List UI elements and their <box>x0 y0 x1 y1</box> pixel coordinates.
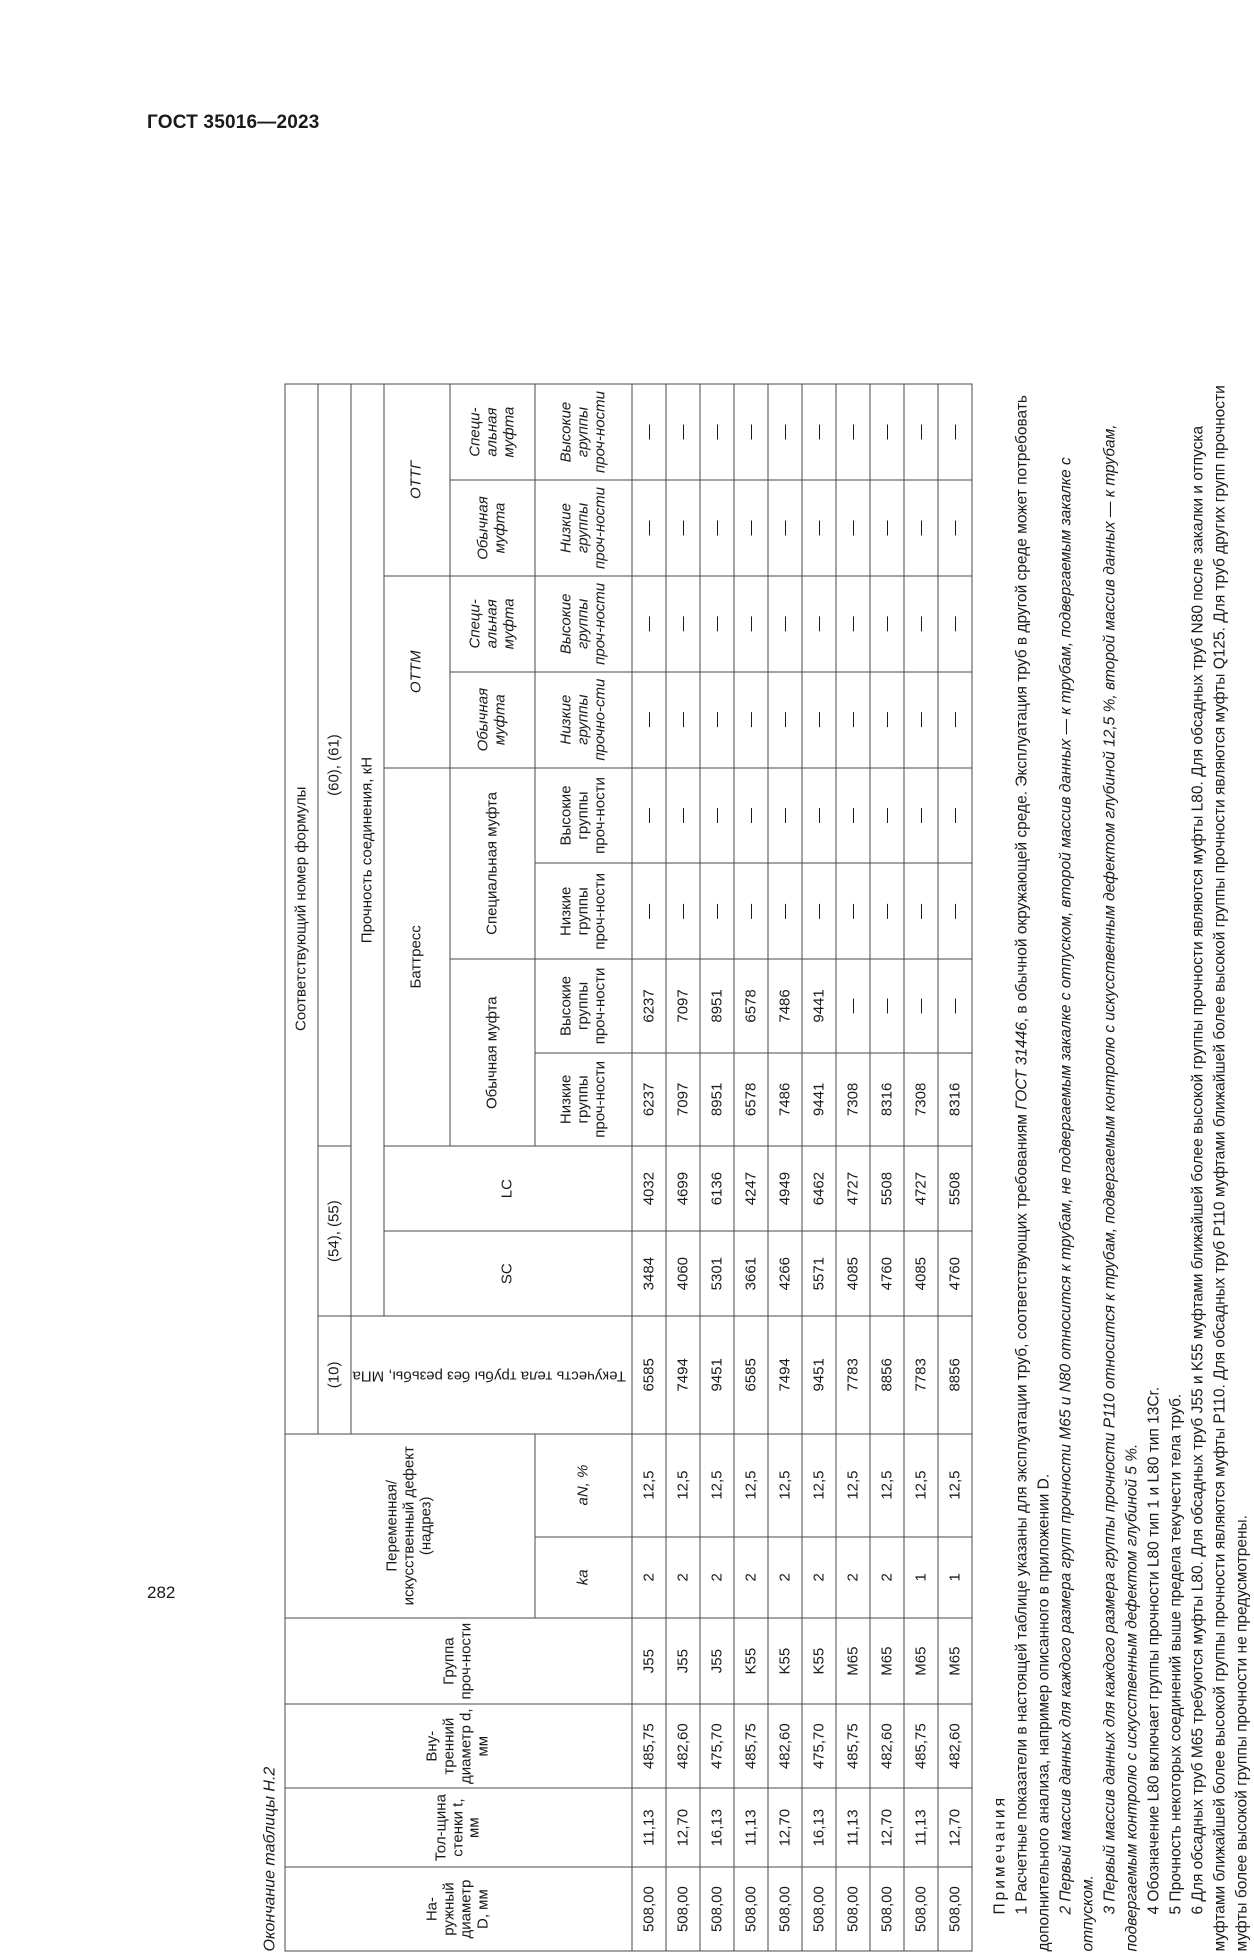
table-cell: 508,00 <box>904 1867 938 1951</box>
table-cell: 12,5 <box>836 1434 870 1537</box>
table-cell: 8951 <box>700 1053 734 1146</box>
table-cell: 6237 <box>632 959 666 1052</box>
table-cell: 485,75 <box>632 1704 666 1788</box>
table-cell: 7486 <box>768 1053 802 1146</box>
table-cell: M65 <box>938 1618 972 1704</box>
table-cell: — <box>632 672 666 768</box>
table-row <box>904 384 938 1951</box>
table-cell: — <box>666 768 700 864</box>
table-cell: 4699 <box>666 1146 700 1231</box>
table-cell: 508,00 <box>802 1867 836 1951</box>
table-cell: 4949 <box>768 1146 802 1231</box>
pipe-strength-table <box>285 384 973 1952</box>
table-cell: 9451 <box>802 1316 836 1433</box>
table-cell: 2 <box>870 1537 904 1618</box>
table-cell: — <box>836 480 870 576</box>
table-cell: 508,00 <box>836 1867 870 1951</box>
table-cell: — <box>938 384 972 480</box>
table-cell: 16,13 <box>700 1788 734 1867</box>
header-ottg-special-high: Высокие группы проч-ности <box>535 384 632 480</box>
table-cell: 12,5 <box>734 1434 768 1537</box>
table-cell: 11,13 <box>904 1788 938 1867</box>
table-cell: J55 <box>700 1618 734 1704</box>
table-row <box>632 384 666 1951</box>
table-cell: 475,70 <box>802 1704 836 1788</box>
table-cell: — <box>734 480 768 576</box>
table-cell: K55 <box>734 1618 768 1704</box>
table-cell: 508,00 <box>870 1867 904 1951</box>
table-cell: — <box>870 959 904 1052</box>
table-cell: 5508 <box>870 1146 904 1231</box>
table-cell: 8316 <box>938 1053 972 1146</box>
table-cell: — <box>836 384 870 480</box>
table-cell: 475,70 <box>700 1704 734 1788</box>
note-3: 3 Первый массив данных для каждого размера группы прочности Р110 относится к трубам, подвергаемым контролю с искусственным дефектом глубиной 12,5 %, второй массив данных — к трубам, подвергаемым контролю с искусственным дефектом глубиной 5 %. <box>1101 424 1141 1952</box>
table-cell: 9441 <box>802 959 836 1052</box>
table-cell: — <box>870 480 904 576</box>
table-cell: K55 <box>768 1618 802 1704</box>
table-cell: — <box>666 863 700 959</box>
table-cell: — <box>768 480 802 576</box>
table-cell: — <box>904 480 938 576</box>
table-cell: 5571 <box>802 1231 836 1316</box>
table-cell: 11,13 <box>632 1788 666 1867</box>
table-cell: 508,00 <box>734 1867 768 1951</box>
table-cell: 482,60 <box>938 1704 972 1788</box>
table-cell: 7494 <box>666 1316 700 1433</box>
note-5: 5 Прочность некоторых соединений выше предела текучести тела труб. <box>1167 1393 1185 1915</box>
document-header: ГОСТ 35016—2023 <box>147 112 320 133</box>
table-row <box>768 384 802 1951</box>
table-cell: 8316 <box>870 1053 904 1146</box>
table-cell: 12,70 <box>768 1788 802 1867</box>
table-cell: — <box>734 384 768 480</box>
header-formula-10: (10) <box>318 1316 351 1433</box>
gost-reference: ГОСТ 31446 <box>1013 1022 1031 1110</box>
table-cell: — <box>700 672 734 768</box>
table-cell: 508,00 <box>632 1867 666 1951</box>
table-cell: — <box>938 576 972 672</box>
table-cell: 4760 <box>870 1231 904 1316</box>
table-cell: — <box>632 768 666 864</box>
table-cell: 6585 <box>734 1316 768 1433</box>
table-cell: 12,70 <box>938 1788 972 1867</box>
header-buttress-regular-coupling: Обычная муфта <box>450 959 535 1146</box>
table-cell: — <box>904 384 938 480</box>
table-cell: 7308 <box>836 1053 870 1146</box>
table-cell: 11,13 <box>836 1788 870 1867</box>
table-cell: — <box>904 672 938 768</box>
table-row <box>836 384 870 1951</box>
table-cell: — <box>700 768 734 864</box>
table-cell: 4085 <box>904 1231 938 1316</box>
table-cell: — <box>666 384 700 480</box>
table-cell: — <box>768 863 802 959</box>
table-cell: — <box>870 576 904 672</box>
table-cell: — <box>734 768 768 864</box>
notes-title: Примечания <box>991 1795 1009 1915</box>
table-cell: — <box>836 768 870 864</box>
table-cell: J55 <box>632 1618 666 1704</box>
table-cell: — <box>700 480 734 576</box>
table-cell: — <box>870 768 904 864</box>
table-cell: 6237 <box>632 1053 666 1146</box>
table-cell: 4085 <box>836 1231 870 1316</box>
table-row <box>666 384 700 1951</box>
header-buttress-special-coupling: Специальная муфта <box>450 768 535 960</box>
table-cell: 9451 <box>700 1316 734 1433</box>
table-cell: 8856 <box>870 1316 904 1433</box>
table-cell: 9441 <box>802 1053 836 1146</box>
table-cell: 482,60 <box>768 1704 802 1788</box>
table-cell: — <box>632 863 666 959</box>
header-ottm-special-high: Высокие группы проч-ности <box>535 576 632 672</box>
table-cell: 4727 <box>836 1146 870 1231</box>
table-cell: 8856 <box>938 1316 972 1433</box>
header-inner-diameter: Вну-тренний диаметр d, мм <box>285 1704 632 1788</box>
table-cell: 4060 <box>666 1231 700 1316</box>
table-cell: J55 <box>666 1618 700 1704</box>
table-cell: — <box>904 768 938 864</box>
header-ottg: ОТТГ <box>384 384 450 576</box>
table-cell: — <box>768 384 802 480</box>
table-cell: 485,75 <box>734 1704 768 1788</box>
header-sc: SC <box>384 1231 632 1316</box>
table-cell: — <box>734 576 768 672</box>
table-cell: 12,5 <box>700 1434 734 1537</box>
table-cell: — <box>802 480 836 576</box>
table-cell: 2 <box>700 1537 734 1618</box>
table-cell: 12,70 <box>666 1788 700 1867</box>
table-cell: — <box>836 672 870 768</box>
header-ottm: ОТТМ <box>384 576 450 768</box>
table-row <box>700 384 734 1951</box>
table-cell: 482,60 <box>666 1704 700 1788</box>
header-buttress-regular-low: Низкие группы проч-ности <box>535 1053 632 1146</box>
table-cell: — <box>836 863 870 959</box>
table-cell: 6578 <box>734 1053 768 1146</box>
header-ottm-special-coupling: Специ-альная муфта <box>450 576 535 672</box>
table-cell: 7097 <box>666 1053 700 1146</box>
table-cell: — <box>938 672 972 768</box>
table-cell: 6136 <box>700 1146 734 1231</box>
note-1: 1 Расчетные показатели в настоящей таблице указаны для эксплуатации труб, соответствующих требованиям ГОСТ 31446, в обычной окружающей среде. Эксплуатация труб в другой среде может потребовать дополнительного анализа, например описанного в приложении D. <box>1013 394 1053 1952</box>
table-cell: 2 <box>802 1537 836 1618</box>
header-yield-strength: Текучесть тела трубы без резьбы, МПа <box>351 1316 632 1433</box>
header-ottm-regular-low: Низкие группы прочно-сти <box>535 672 632 768</box>
header-buttress: Баттресс <box>384 768 450 1147</box>
table-body <box>632 384 972 1951</box>
table-cell: 3661 <box>734 1231 768 1316</box>
table-cell: K55 <box>802 1618 836 1704</box>
header-buttress-special-low: Низкие группы проч-ности <box>535 863 632 959</box>
table-cell: 4727 <box>904 1146 938 1231</box>
table-cell: 4247 <box>734 1146 768 1231</box>
table-cell: — <box>938 959 972 1052</box>
header-ottm-regular-coupling: Обычная муфта <box>450 672 535 768</box>
table-cell: — <box>802 863 836 959</box>
table-row <box>802 384 836 1951</box>
table-cell: 12,5 <box>802 1434 836 1537</box>
table-cell: 16,13 <box>802 1788 836 1867</box>
table-cell: — <box>836 959 870 1052</box>
table-cell: — <box>802 384 836 480</box>
table-cell: M65 <box>870 1618 904 1704</box>
header-outer-diameter: На-ружный диаметр D, мм <box>285 1867 632 1951</box>
table-cell: 485,75 <box>836 1704 870 1788</box>
table-cell: 3484 <box>632 1231 666 1316</box>
table-cell: 11,13 <box>734 1788 768 1867</box>
table-cell: — <box>870 384 904 480</box>
table-cell: — <box>632 480 666 576</box>
table-cell: 7308 <box>904 1053 938 1146</box>
header-buttress-special-high: Высокие группы проч-ности <box>535 768 632 864</box>
table-cell: 12,5 <box>666 1434 700 1537</box>
table-cell: 485,75 <box>904 1704 938 1788</box>
table-cell: 7486 <box>768 959 802 1052</box>
table-cell: — <box>836 576 870 672</box>
header-strength-group: Группа проч-ности <box>285 1618 632 1704</box>
table-cell: 12,5 <box>768 1434 802 1537</box>
table-cell: — <box>666 672 700 768</box>
table-cell: — <box>802 768 836 864</box>
table-cell: — <box>734 672 768 768</box>
table-cell: 7783 <box>836 1316 870 1433</box>
header-wall-thickness: Тол-щина стенки t, мм <box>285 1788 632 1867</box>
table-cell: — <box>768 672 802 768</box>
table-notes <box>990 384 1254 1952</box>
table-cell: 2 <box>632 1537 666 1618</box>
table-cell: 12,5 <box>870 1434 904 1537</box>
table-cell: 6578 <box>734 959 768 1052</box>
table-cell: 12,5 <box>632 1434 666 1537</box>
table-cell: 508,00 <box>938 1867 972 1951</box>
header-an: aN, % <box>535 1434 632 1537</box>
page-number: 282 <box>147 1583 176 1602</box>
table-caption: Окончание таблицы Н.2 <box>261 1766 279 1952</box>
table-cell: — <box>802 576 836 672</box>
table-cell: 12,70 <box>870 1788 904 1867</box>
table-cell: — <box>802 672 836 768</box>
table-cell: — <box>632 576 666 672</box>
table-cell: 2 <box>768 1537 802 1618</box>
table-cell: 7097 <box>666 959 700 1052</box>
table-cell: 4760 <box>938 1231 972 1316</box>
table-cell: 1 <box>938 1537 972 1618</box>
table-cell: — <box>904 959 938 1052</box>
header-formula-54-55: (54), (55) <box>318 1146 351 1316</box>
header-ottg-special-coupling: Специ-альная муфта <box>450 384 535 480</box>
table-cell: 1 <box>904 1537 938 1618</box>
table-cell: 2 <box>836 1537 870 1618</box>
table-cell: M65 <box>904 1618 938 1704</box>
table-cell: 12,5 <box>938 1434 972 1537</box>
table-cell: 7783 <box>904 1316 938 1433</box>
table-cell: 6462 <box>802 1146 836 1231</box>
table-cell: — <box>700 576 734 672</box>
table-cell: — <box>768 768 802 864</box>
header-formula-60-61: (60), (61) <box>318 384 351 1146</box>
header-ottg-regular-coupling: Обычная муфта <box>450 480 535 576</box>
table-cell: 5301 <box>700 1231 734 1316</box>
header-joint-strength: Прочность соединения, кН <box>351 384 384 1316</box>
table-cell: 4266 <box>768 1231 802 1316</box>
table-cell: 8951 <box>700 959 734 1052</box>
table-cell: 2 <box>666 1537 700 1618</box>
table-cell: — <box>938 768 972 864</box>
table-cell: — <box>700 384 734 480</box>
header-ottg-regular-low: Низкие группы проч-ности <box>535 480 632 576</box>
header-buttress-regular-high: Высокие группы проч-ности <box>535 959 632 1052</box>
rotated-table-page <box>258 384 1251 1952</box>
table-cell: — <box>904 576 938 672</box>
table-row <box>938 384 972 1951</box>
table-cell: — <box>768 576 802 672</box>
table-cell: — <box>870 863 904 959</box>
table-cell: 508,00 <box>666 1867 700 1951</box>
table-cell: 7494 <box>768 1316 802 1433</box>
table-cell: 508,00 <box>768 1867 802 1951</box>
table-cell: — <box>938 480 972 576</box>
table-cell: 2 <box>734 1537 768 1618</box>
table-cell: — <box>700 863 734 959</box>
table-cell: — <box>870 672 904 768</box>
table-row <box>870 384 904 1951</box>
header-lc: LC <box>384 1146 632 1231</box>
table-cell: — <box>666 576 700 672</box>
note-4: 4 Обозначение L80 включает группы прочности L80 тип 1 и L80 тип 13Cr. <box>1145 1386 1163 1915</box>
table-cell: 4032 <box>632 1146 666 1231</box>
table-cell: 508,00 <box>700 1867 734 1951</box>
note-6: 6 Для обсадных труб М65 требуются муфты L80. Для обсадных труб J55 и K55 муфтами ближайшей более высокой группы прочности являются муфты L80. Для обсадных труб N80 после закалки и отпуска муфтами ближайшей более высокой группы прочности являются муфты Р110. Для обсадных труб Р110 муфтами ближайшей более высокой группы прочности являются муфты Q125. Для труб других групп прочности муфты более высокой группы прочности не предусмотрены. <box>1189 385 1251 1952</box>
header-defect: Переменная/ искусственный дефект (надрез) <box>285 1434 535 1618</box>
table-cell: — <box>632 384 666 480</box>
header-formula-number: Соответствующий номер формулы <box>285 384 318 1434</box>
table-cell: — <box>938 863 972 959</box>
table-header <box>285 384 632 1951</box>
note-2: 2 Первый массив данных для каждого размера групп прочности М65 и N80 относится к трубам, не подвергаемым закалке с отпуском, второй массив данных — к трубам, подвергаемым закалке с отпуском. <box>1057 457 1097 1952</box>
table-cell: 482,60 <box>870 1704 904 1788</box>
table-cell: 5508 <box>938 1146 972 1231</box>
table-cell: 12,5 <box>904 1434 938 1537</box>
table-cell: — <box>666 480 700 576</box>
table-cell: — <box>904 863 938 959</box>
table-cell: — <box>734 863 768 959</box>
table-row <box>734 384 768 1951</box>
table-cell: 6585 <box>632 1316 666 1433</box>
table-cell: M65 <box>836 1618 870 1704</box>
header-ka: ka <box>535 1537 632 1618</box>
